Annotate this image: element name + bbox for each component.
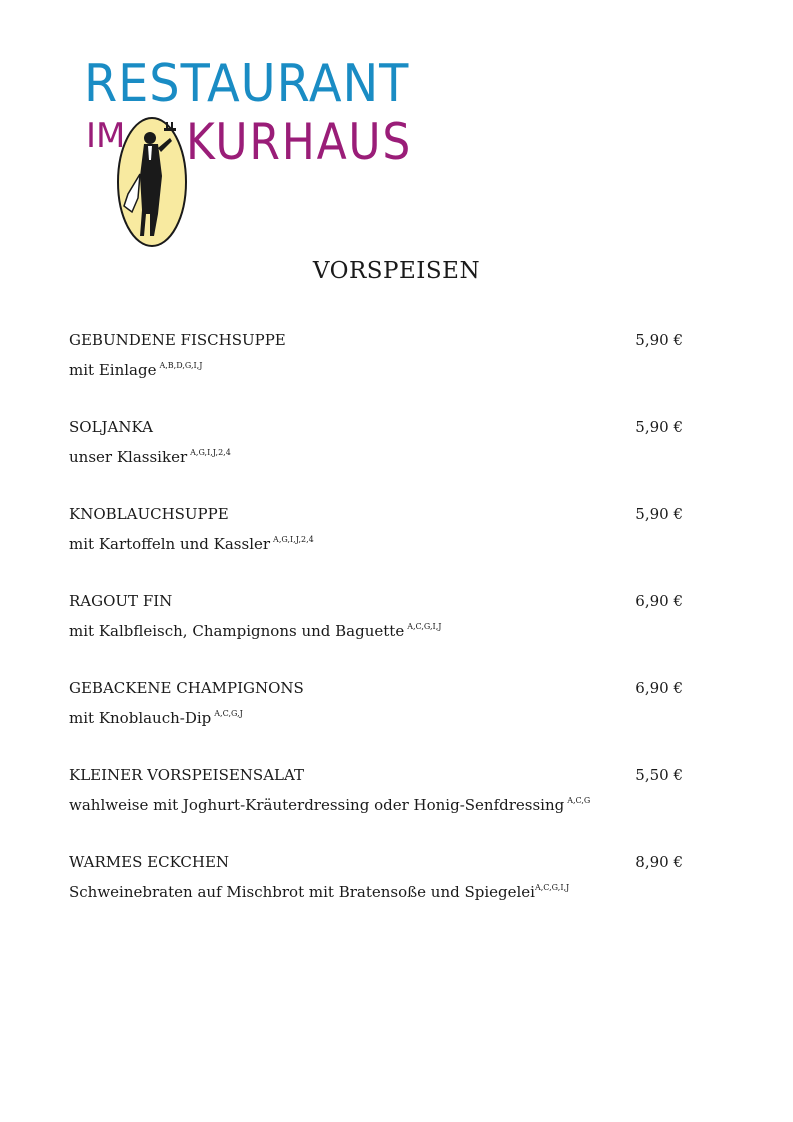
item-description: [69, 356, 202, 380]
item-description: [69, 530, 314, 554]
item-description-text: mit Einlage: [69, 361, 157, 379]
menu-item: [69, 591, 683, 678]
allergen-codes: A,C,G,J: [214, 709, 243, 718]
menu-list: [69, 330, 683, 939]
allergen-codes: A,G,I,J,2,4: [190, 448, 231, 457]
item-description-text: unser Klassiker: [69, 448, 188, 466]
allergen-codes: A,G,I,J,2,4: [273, 535, 314, 544]
allergen-codes: A,C,G: [567, 796, 591, 805]
allergen-codes: A,C,G,I,J: [407, 622, 442, 631]
item-price: 5,90 €: [635, 418, 683, 436]
item-description: [69, 704, 243, 728]
allergen-codes: A,B,D,G,I,J: [159, 361, 203, 370]
item-description-text: mit Knoblauch-Dip: [69, 709, 212, 727]
item-description-text: mit Kalbfleisch, Champignons und Baguette: [69, 622, 405, 640]
item-description: [69, 791, 590, 815]
menu-item: [69, 678, 683, 765]
item-description: [69, 878, 569, 902]
item-name: RAGOUT FIN: [69, 592, 173, 610]
item-price: 8,90 €: [635, 853, 683, 871]
menu-item: [69, 417, 683, 504]
menu-item: [69, 330, 683, 417]
item-name: KLEINER VORSPEISENSALAT: [69, 766, 305, 784]
restaurant-logo: [84, 54, 414, 254]
menu-item: [69, 852, 683, 939]
item-description-text: mit Kartoffeln und Kassler: [69, 535, 271, 553]
waiter-illustration: [114, 114, 190, 250]
section-title: VORSPEISEN: [312, 258, 481, 284]
menu-item: [69, 504, 683, 591]
item-price: 5,90 €: [635, 505, 683, 523]
item-price: 5,90 €: [635, 331, 683, 349]
item-name: GEBUNDENE FISCHSUPPE: [69, 331, 286, 349]
menu-item: [69, 765, 683, 852]
allergen-codes: A,C,G,I,J: [534, 883, 570, 892]
item-name: SOLJANKA: [69, 418, 153, 436]
item-price: 6,90 €: [635, 592, 683, 610]
item-price: 5,50 €: [635, 766, 683, 784]
item-description-text: wahlweise mit Joghurt-Kräuterdressing oder Honig-Senfdressing: [69, 796, 565, 814]
item-description: [69, 617, 441, 641]
logo-text-restaurant: RESTAURANT: [84, 54, 410, 114]
item-description-text: Schweinebraten auf Mischbrot mit Bratensoße und Spiegelei: [69, 883, 535, 901]
item-name: KNOBLAUCHSUPPE: [69, 505, 229, 523]
item-price: 6,90 €: [635, 679, 683, 697]
logo-text-im: IM: [86, 116, 126, 156]
logo-text-kurhaus: KURHAUS: [186, 113, 413, 171]
item-name: WARMES ECKCHEN: [69, 853, 230, 871]
item-name: GEBACKENE CHAMPIGNONS: [69, 679, 304, 697]
item-description: [69, 443, 231, 467]
